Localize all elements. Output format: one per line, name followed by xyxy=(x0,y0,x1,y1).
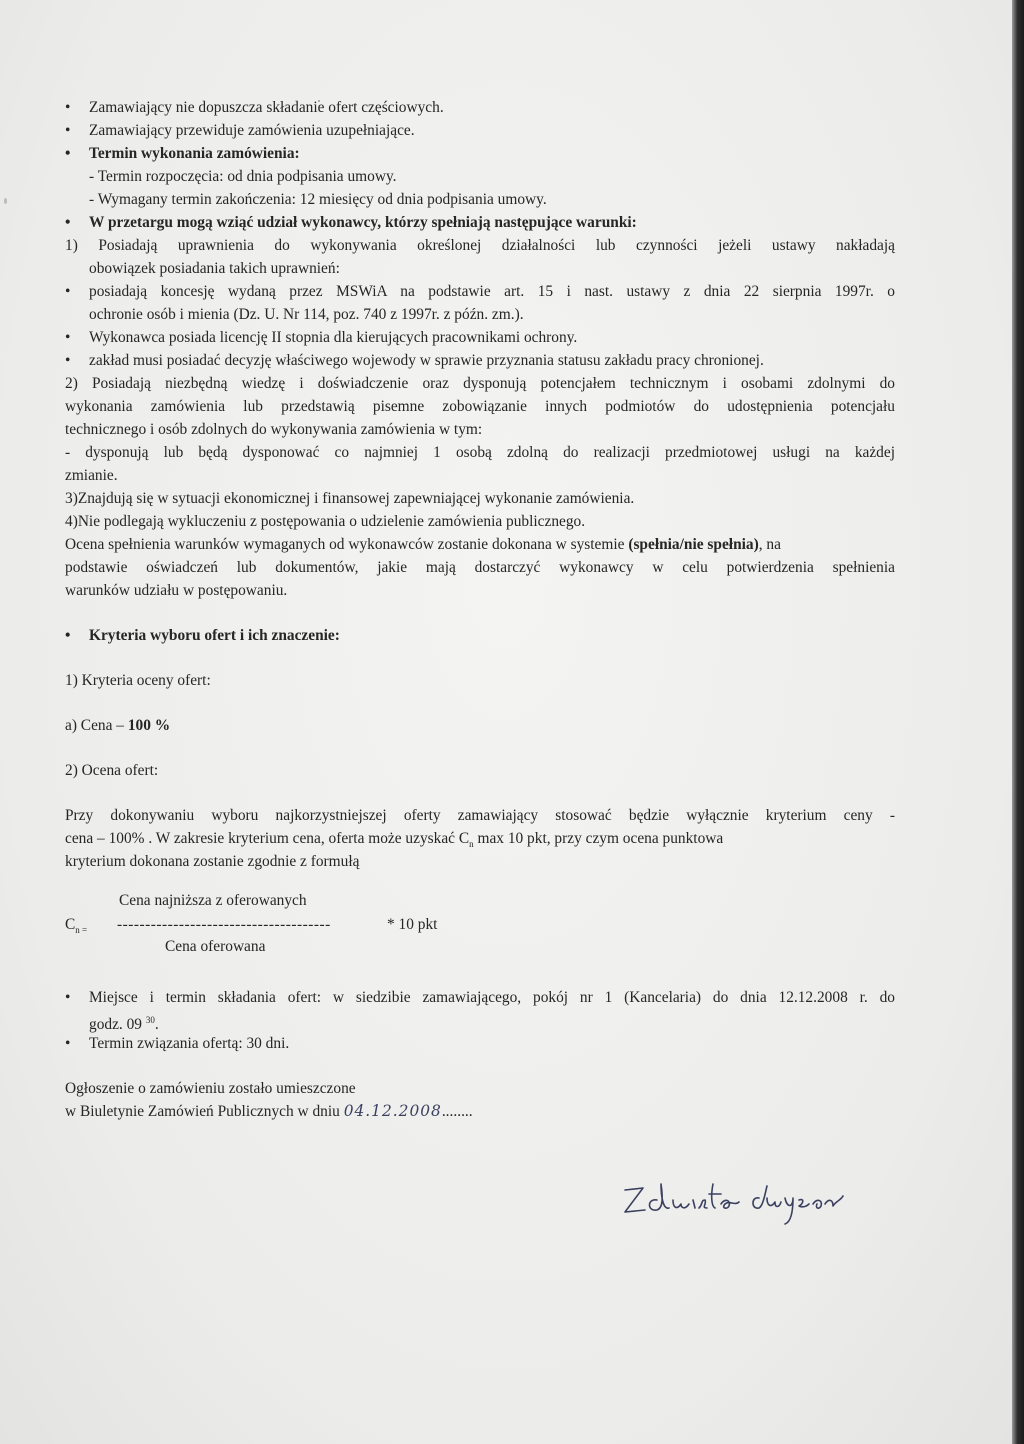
announcement-line-1: Ogłoszenie o zamówieniu zostało umieszczone xyxy=(65,1080,356,1097)
announcement-dots: ........ xyxy=(441,1103,473,1120)
selection-rule-tail: max 10 pkt, przy czym ocena punktowa xyxy=(473,830,724,847)
paper-speck xyxy=(4,198,7,204)
bullet-concession: • posiadają koncesję wydaną przez MSWiA na podstawie art. 15 i nast. ustawy z dnia 22 sierpnia 1997r. o xyxy=(65,280,895,303)
formula-lhs xyxy=(65,916,87,935)
condition-2-line-3: technicznego i osób zdolnych do wykonywania zamówienia w tym: xyxy=(65,421,483,438)
selection-rule-subscript: n xyxy=(469,839,474,850)
submission-hour-tail: . xyxy=(154,1016,159,1034)
formula-fraction-bar: -------------------------------------- xyxy=(117,916,331,933)
formula-lhs-symbol: C xyxy=(65,916,76,933)
condition-2-line-2: wykonania zamówienia lub przedstawią pisemne zobowiązanie innych podmiotów do udostępnienia potencjału xyxy=(65,398,895,415)
bullet-supplementary-orders: • Zamawiający przewiduje zamówienia uzupełniające. xyxy=(65,119,895,142)
announcement-text: w Biuletynie Zamówień Publicznych w dniu xyxy=(65,1103,344,1120)
evaluation-system-mode: (spełnia/nie spełnia) xyxy=(628,536,759,553)
condition-1-line: 1) Posiadają uprawnienia do wykonywania określonej działalności lub czynności jeżeli ustawy nakładają xyxy=(65,237,895,254)
formula-lhs-subscript: n = xyxy=(75,925,88,936)
end-term-line: - Wymagany termin zakończenia: 12 miesięcy od dnia podpisania umowy. xyxy=(89,191,547,208)
scoring-formula xyxy=(65,892,485,962)
staff-availability-line: - dysponują lub będą dysponować co najmniej 1 osobą zdolną do realizacji przedmiotowej usługi na każdej xyxy=(65,444,895,461)
criterion-price-weight: 100 % xyxy=(127,717,171,734)
evaluation-system-line xyxy=(65,533,895,556)
condition-3-line: 3)Znajdują się w sytuacji ekonomicznej i finansowej zapewniającej wykonanie zamówienia. xyxy=(65,490,635,507)
handwritten-signature xyxy=(617,1178,857,1228)
bullet-binding-period: • Termin związania ofertą: 30 dni. xyxy=(65,1032,895,1055)
condition-4-line: 4)Nie podlegają wykluczeniu z postępowania o udzielenie zamówienia publicznego. xyxy=(65,513,586,530)
condition-2-line-1: 2) Posiadają niezbędną wiedzę i doświadczenie oraz dysponują potencjałem technicznym i osobami zdolnymi do xyxy=(65,375,895,392)
bullet-submission-place: • Miejsce i termin składania ofert: w siedzibie zamawiającego, pokój nr 1 (Kancelaria) do dnia 12.12.2008 r. do xyxy=(65,986,895,1009)
criterion-price-label: a) Cena – xyxy=(65,717,128,734)
submission-section xyxy=(65,986,895,1123)
selection-rule-line-2 xyxy=(65,827,895,850)
handwritten-date: 04.12.2008 xyxy=(343,1102,442,1120)
formula-denominator: Cena oferowana xyxy=(165,938,266,955)
bullet-no-partial-offers: • Zamawiający nie dopuszcza składanie ofert częściowych. xyxy=(65,96,895,119)
evaluation-system-tail: , na xyxy=(758,536,781,553)
offer-evaluation-subheading: 2) Ocena ofert: xyxy=(65,762,159,779)
evaluation-basis-line: podstawie oświadczeń lub dokumentów, jakie mają dostarczyć wykonawcy w celu potwierdzenia spełnienia xyxy=(65,559,895,576)
bullet-sheltered-workplace: • zakład musi posiadać decyzję właściwego wojewody w sprawie przyznania statusu zakładu pracy chronionej. xyxy=(65,349,895,372)
criterion-price-line xyxy=(65,714,895,737)
evaluation-basis-continued: warunków udziału w postępowaniu. xyxy=(65,582,288,599)
selection-rule-line-1: Przy dokonywaniu wyboru najkorzystniejszej oferty zamawiający stosować będzie wyłącznie kryterium ceny - xyxy=(65,807,895,824)
formula-numerator: Cena najniższa z oferowanych xyxy=(119,892,307,909)
staff-availability-continued: zmianie. xyxy=(65,467,118,484)
bullet-license: • Wykonawca posiada licencję II stopnia dla kierujących pracownikami ochrony. xyxy=(65,326,895,349)
selection-rule-line-3: kryterium dokonana zostanie zgodnie z formułą xyxy=(65,853,360,870)
concession-continued: ochronie osób i mienia (Dz. U. Nr 114, poz. 740 z 1997r. z późn. zm.). xyxy=(89,306,524,323)
submission-hour-minutes: 30 xyxy=(145,1015,155,1025)
submission-hour-line xyxy=(65,1009,895,1032)
condition-1-continued: obowiązek posiadania takich uprawnień: xyxy=(89,260,340,277)
start-term-line: - Termin rozpoczęcia: od dnia podpisania umowy. xyxy=(89,168,397,185)
bullet-participation-conditions-heading: • W przetargu mogą wziąć udział wykonawcy, którzy spełniają następujące warunki: xyxy=(65,211,895,234)
bullet-selection-criteria-heading: • Kryteria wyboru ofert i ich znaczenie: xyxy=(65,624,895,647)
scanner-edge xyxy=(1012,0,1024,1444)
formula-multiplier: * 10 pkt xyxy=(387,916,438,933)
announcement-line-2 xyxy=(65,1100,895,1123)
bullet-completion-term-heading: • Termin wykonania zamówienia: xyxy=(65,142,895,165)
document-body xyxy=(65,96,895,873)
selection-rule-text: cena – 100% . W zakresie kryterium cena, oferta może uzyskać C xyxy=(65,830,470,847)
criteria-subheading: 1) Kryteria oceny ofert: xyxy=(65,672,211,689)
submission-hour-text: godz. 09 xyxy=(89,1016,146,1034)
evaluation-system-text: Ocena spełnienia warunków wymaganych od wykonawców zostanie dokonana w systemie xyxy=(65,536,629,553)
